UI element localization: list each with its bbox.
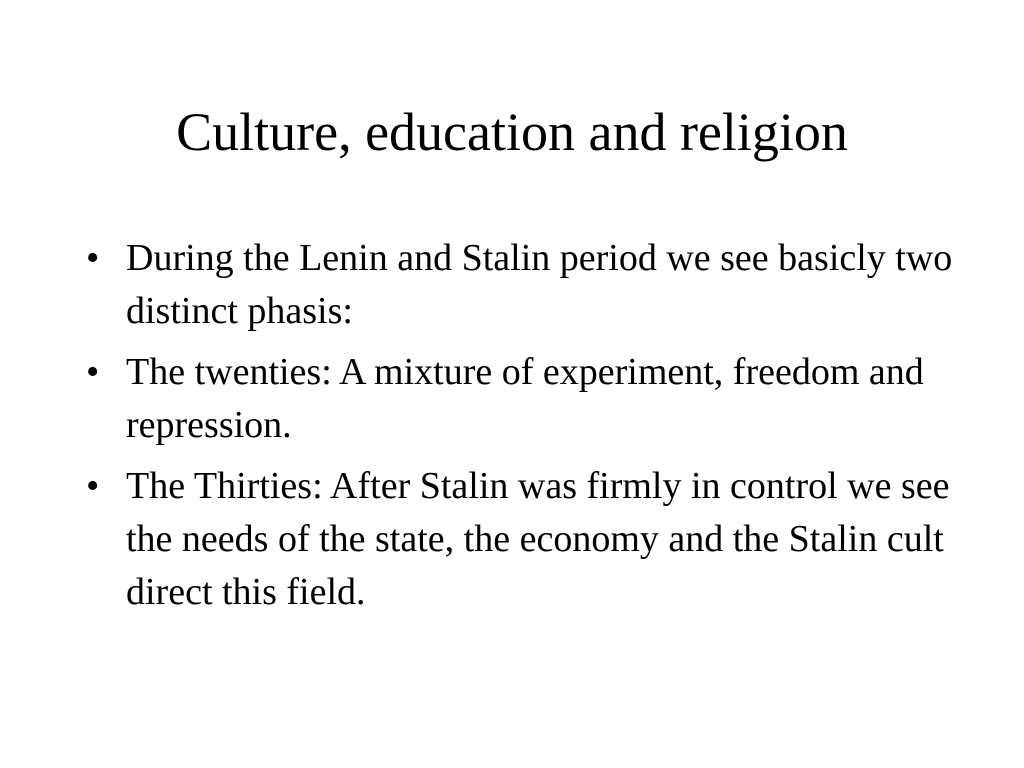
bullet-marker: • bbox=[86, 465, 100, 507]
bullet-marker: • bbox=[86, 237, 100, 279]
slide-title: Culture, education and religion bbox=[176, 102, 848, 162]
bullet-text: During the Lenin and Stalin period we see basicly two distinct phasis: bbox=[126, 237, 953, 332]
bullet-list bbox=[86, 232, 966, 627]
bullet-item bbox=[86, 346, 966, 452]
bullet-item bbox=[86, 460, 966, 619]
bullet-item bbox=[86, 232, 966, 338]
bullet-text: The twenties: A mixture of experiment, freedom and repression. bbox=[126, 351, 924, 446]
bullet-marker: • bbox=[86, 351, 100, 393]
bullet-text: The Thirties: After Stalin was firmly in control we see the needs of the state, the economy and the Stalin cult direct this field. bbox=[126, 465, 950, 613]
